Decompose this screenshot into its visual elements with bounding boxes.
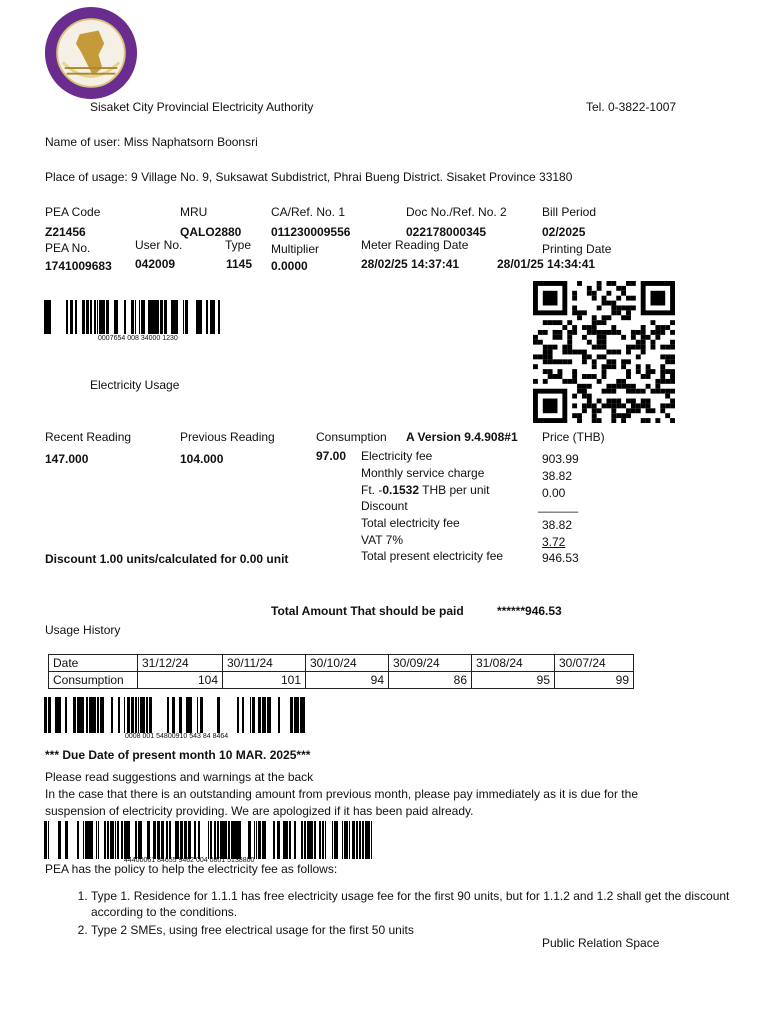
date-header: Date — [49, 655, 138, 672]
history-date: 31/12/24 — [138, 655, 223, 672]
discount-note: Discount 1.00 units/calculated for 0.00 unit — [45, 552, 289, 566]
pea-emblem-icon — [44, 6, 138, 100]
price-label: Price (THB) — [542, 430, 605, 444]
table-row — [49, 655, 634, 672]
policy-intro: PEA has the policy to help the electricity fee as follows: — [45, 862, 338, 876]
ca-label: CA/Ref. No. 1 — [271, 205, 346, 219]
doc-ref: 022178000345 — [406, 225, 487, 239]
history-value: 101 — [223, 672, 306, 689]
barcode-icon — [44, 300, 230, 334]
public-relation: Public Relation Space — [542, 936, 660, 950]
ca-ref: 011230009556 — [271, 225, 351, 239]
meter-reading-date: 28/02/25 14:37:41 — [361, 257, 460, 271]
service-charge-label: Monthly service charge — [361, 466, 485, 480]
doc-label: Doc No./Ref. No. 2 — [406, 205, 507, 219]
barcode-icon — [44, 821, 372, 859]
consumption-label: Consumption — [316, 430, 387, 444]
office-name: Sisaket City Provincial Electricity Authority — [90, 100, 314, 114]
history-date: 30/11/24 — [223, 655, 306, 672]
user-no-label: User No. — [135, 238, 183, 252]
previous-reading: 104.000 — [180, 452, 224, 466]
recent-reading-label: Recent Reading — [45, 430, 132, 444]
consumption: 97.00 — [316, 449, 347, 463]
user-no: 042009 — [135, 257, 176, 271]
multiplier-label: Multiplier — [271, 242, 320, 256]
usage-history-table — [48, 654, 634, 689]
printing-date: 28/01/25 14:34:41 — [497, 257, 596, 271]
printing-date-label: Printing Date — [542, 242, 612, 256]
type-label: Type — [225, 238, 252, 252]
table-row — [49, 672, 634, 689]
total-fee-label: Total electricity fee — [361, 516, 460, 530]
present-fee: 946.53 — [542, 551, 579, 565]
warning-line: Please read suggestions and warnings at the back — [45, 770, 314, 784]
warning-line: In the case that there is an outstanding amount from previous month, please pay immediately as it is due for the — [45, 787, 638, 801]
history-value: 94 — [306, 672, 389, 689]
mru-label: MRU — [180, 205, 208, 219]
pea-code-label: PEA Code — [45, 205, 101, 219]
pea-no: 1741009683 — [45, 259, 112, 273]
qr-code-icon — [533, 281, 675, 423]
policy-list — [45, 888, 761, 940]
mru: QALO2880 — [180, 225, 242, 239]
electricity-fee: 903.99 — [542, 452, 579, 466]
service-charge: 38.82 — [542, 469, 573, 483]
history-value: 99 — [555, 672, 634, 689]
history-date: 31/08/24 — [472, 655, 555, 672]
bill-period-label: Bill Period — [542, 205, 597, 219]
history-value: 95 — [472, 672, 555, 689]
discount-value: ______ — [538, 499, 579, 513]
pea-code: Z21456 — [45, 225, 86, 239]
usage-title: Electricity Usage — [90, 378, 180, 392]
telephone: Tel. 0-3822-1007 — [586, 100, 677, 114]
history-value: 86 — [389, 672, 472, 689]
pea-no-label: PEA No. — [45, 241, 91, 255]
history-value: 104 — [138, 672, 223, 689]
recent-reading: 147.000 — [45, 452, 89, 466]
previous-reading-label: Previous Reading — [180, 430, 275, 444]
history-date: 30/10/24 — [306, 655, 389, 672]
total-paid-value: ******946.53 — [497, 604, 562, 618]
barcode-number: 44400061 84655 9462 004 0801 5138800 — [124, 857, 255, 864]
ft-label: Ft. -0.1532 THB per unit — [361, 483, 490, 497]
barcode-number: 0007654 008 34000 1230 — [98, 335, 178, 342]
discount-label: Discount — [361, 499, 408, 513]
vat: 3.72 — [542, 535, 566, 549]
history-date: 30/07/24 — [555, 655, 634, 672]
barcode-number: 0008 001 54800910 543 84 8464 — [125, 733, 229, 740]
consumption-header: Consumption — [49, 672, 138, 689]
bill-period: 02/2025 — [542, 225, 586, 239]
total-paid-label: Total Amount That should be paid — [271, 604, 464, 618]
type: 1145 — [226, 257, 253, 271]
user-name: Name of user: Miss Naphatsorn Boonsri — [45, 135, 258, 149]
place-of-usage: Place of usage: 9 Village No. 9, Suksawat Subdistrict, Phrai Bueng District. Sisaket Province 33180 — [45, 170, 573, 184]
version: A Version 9.4.908#1 — [406, 430, 518, 444]
meter-date-label: Meter Reading Date — [361, 238, 469, 252]
due-date: *** Due Date of present month 10 MAR. 2025*** — [45, 748, 311, 762]
list-item: 2. Type 2 SMEs, using free electrical usage for the first 50 units — [91, 922, 761, 938]
ft-value: 0.00 — [542, 486, 566, 500]
electricity-fee-label: Electricity fee — [361, 449, 433, 463]
list-item: 1. Type 1. Residence for 1.1.1 has free electricity usage fee for the first 90 units, but for 1.1.2 and 1.2 shall get the discount according to the conditions. — [91, 888, 761, 920]
barcode-icon — [44, 697, 310, 733]
total-fee: 38.82 — [542, 518, 573, 532]
warning-line: suspension of electricity providing. We are apologized if it has been paid already. — [45, 804, 474, 818]
history-date: 30/09/24 — [389, 655, 472, 672]
vat-label: VAT 7% — [361, 533, 404, 547]
multiplier: 0.0000 — [271, 259, 308, 273]
history-title: Usage History — [45, 623, 121, 637]
present-fee-label: Total present electricity fee — [361, 549, 504, 563]
